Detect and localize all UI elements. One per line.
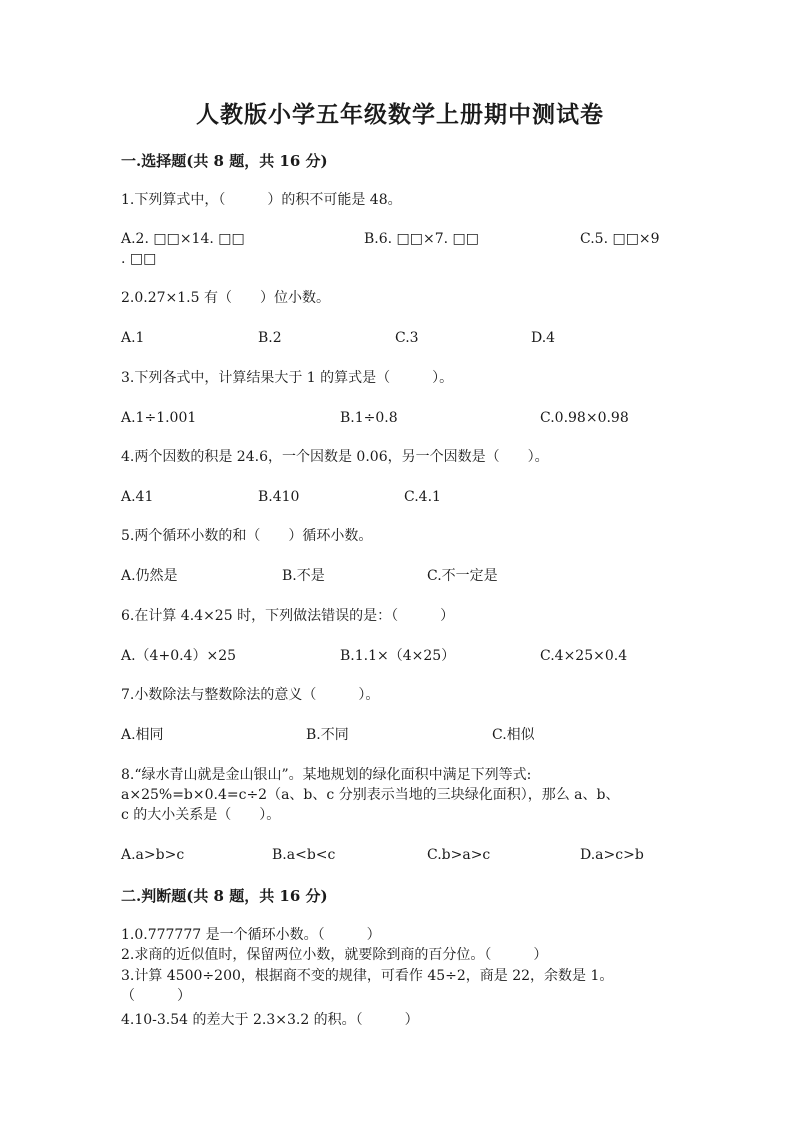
q3-option-a: A.1÷1.001	[121, 410, 197, 426]
q5-option-a: A.仍然是	[121, 568, 178, 584]
question-1: 1.下列算式中，（ ）的积不可能是 48。	[121, 192, 402, 208]
judge-question-3-blank: （ ）	[121, 988, 191, 1004]
q7-option-b: B.不同	[306, 727, 349, 743]
q7-option-a: A.相同	[121, 727, 164, 743]
q7-option-c: C.相似	[492, 727, 535, 743]
q1-option-c: C.5. □□×9	[580, 231, 660, 247]
question-8-line-3: c 的大小关系是（ ）。	[121, 807, 281, 823]
q8-option-b: B.a<b<c	[272, 847, 336, 863]
q2-option-c: C.3	[395, 330, 419, 346]
question-4: 4.两个因数的积是 24.6，一个因数是 0.06，另一个因数是（ ）。	[121, 449, 549, 465]
question-2: 2.0.27×1.5 有（ ）位小数。	[121, 290, 330, 306]
question-8-line-2: a×25%=b×0.4=c÷2（a、b、c 分别表示当地的三块绿化面积），那么 a、b、	[121, 787, 620, 803]
q5-option-c: C.不一定是	[427, 568, 498, 584]
q5-option-b: B.不是	[282, 568, 325, 584]
question-5: 5.两个循环小数的和（ ）循环小数。	[121, 528, 373, 544]
judge-question-4: 4.10-3.54 的差大于 2.3×3.2 的积。（ ）	[121, 1012, 419, 1028]
judge-question-3: 3.计算 4500÷200，根据商不变的规律，可看作 45÷2，商是 22，余数是 1。	[121, 968, 614, 984]
section-1-heading: 一.选择题(共 8 题，共 16 分)	[121, 152, 328, 170]
q4-option-b: B.410	[258, 489, 300, 505]
q6-option-c: C.4×25×0.4	[540, 648, 628, 664]
exam-title: 人教版小学五年级数学上册期中测试卷	[196, 101, 604, 128]
q2-option-a: A.1	[121, 330, 145, 346]
q1-option-b: B.6. □□×7. □□	[364, 231, 479, 247]
q1-option-a: A.2. □□×14. □□	[121, 231, 245, 247]
question-6: 6.在计算 4.4×25 时，下列做法错误的是：（ ）	[121, 608, 455, 624]
q6-option-b: B.1.1×（4×25）	[340, 648, 456, 664]
q4-option-c: C.4.1	[404, 489, 441, 505]
q3-option-b: B.1÷0.8	[340, 410, 398, 426]
q8-option-a: A.a>b>c	[121, 847, 185, 863]
question-8-line-1: 8.“绿水青山就是金山银山”。某地规划的绿化面积中满足下列等式:	[121, 767, 532, 783]
q8-option-c: C.b>a>c	[427, 847, 491, 863]
judge-question-1: 1.0.777777 是一个循环小数。（ ）	[121, 927, 381, 943]
section-2-heading: 二.判断题(共 8 题，共 16 分)	[121, 887, 328, 905]
q1-option-c-continued: . □□	[121, 251, 157, 267]
question-7: 7.小数除法与整数除法的意义（ ）。	[121, 687, 380, 703]
question-3: 3.下列各式中，计算结果大于 1 的算式是（ ）。	[121, 370, 454, 386]
q6-option-a: A.（4+0.4）×25	[121, 648, 237, 664]
q4-option-a: A.41	[121, 489, 154, 505]
q2-option-b: B.2	[258, 330, 282, 346]
q8-option-d: D.a>c>b	[580, 847, 644, 863]
judge-question-2: 2.求商的近似值时，保留两位小数，就要除到商的百分位。（ ）	[121, 947, 548, 963]
q2-option-d: D.4	[531, 330, 556, 346]
q3-option-c: C.0.98×0.98	[540, 410, 629, 426]
